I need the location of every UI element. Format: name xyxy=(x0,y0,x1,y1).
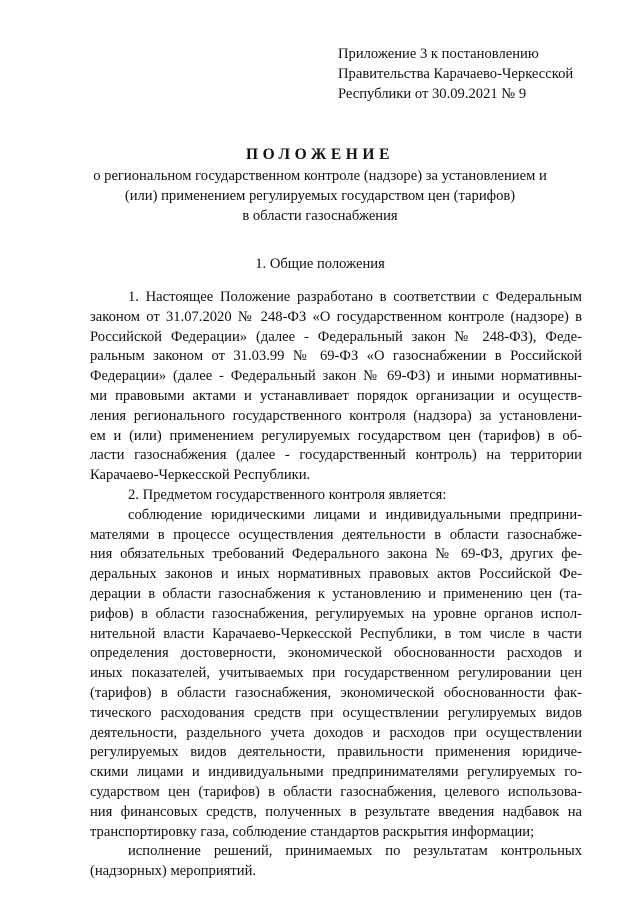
body-line: скими лицами и индивидуальными предпринимателями регулируемых го- xyxy=(90,764,582,781)
body-line: Российской Федерации» (далее - Федеральный закон № 248-ФЗ), Феде- xyxy=(90,328,582,345)
body-line: иных показателей, учитываемых при государственном регулировании цен xyxy=(90,665,582,682)
body-line: 1. Настоящее Положение разработано в соответствии с Федеральным xyxy=(128,289,582,305)
body-line: дерации в области газоснабжения к установлению и применению цен (та- xyxy=(90,585,582,602)
document-subtitle xyxy=(0,166,640,226)
body-line: регулируемых видов деятельности, правильности применения юридиче- xyxy=(90,744,582,761)
body-line: 2. Предметом государственного контроля является: xyxy=(128,486,447,503)
document-body xyxy=(90,288,582,882)
annex-line-1: Приложение 3 к постановлению xyxy=(338,46,539,62)
body-line: сударством цен (тарифов) в области газоснабжения, целевого использова- xyxy=(90,783,582,800)
subtitle-line-1: о региональном государственном контроле (надзоре) за установлением и xyxy=(93,168,547,184)
body-line: (тарифов) в области газоснабжения, экономической обоснованности фак- xyxy=(90,684,582,701)
body-line: ния финансовых средств, полученных в результате введения надбавок на xyxy=(90,803,582,820)
body-line: деральных законов и иных нормативных правовых актов Российской Фе- xyxy=(90,566,582,583)
body-line: Карачаево-Черкесской Республики. xyxy=(90,467,311,484)
body-line: исполнение решений, принимаемых по результатам контрольных xyxy=(128,843,582,860)
document-title: ПОЛОЖЕНИЕ xyxy=(245,146,395,163)
body-line: ния обязательных требований Федерального закона № 69-ФЗ, других фе- xyxy=(90,546,582,563)
annex-reference xyxy=(338,44,628,104)
subtitle-line-3: в области газоснабжения xyxy=(242,208,398,224)
body-line: законом от 31.07.2020 № 248-ФЗ «О государственном контроле (надзоре) в xyxy=(90,308,582,325)
annex-line-2: Правительства Карачаево-Черкесской xyxy=(338,66,574,82)
body-line: определения достоверности, экономической обоснованности расходов и xyxy=(90,645,582,662)
body-line: ласти газоснабжения (далее - государственный контроль) на территории xyxy=(90,447,582,464)
body-line: соблюдение юридическими лицами и индивидуальными предприни- xyxy=(128,506,582,523)
body-line: рифов) в области газоснабжения, регулируемых на уровне органов испол- xyxy=(90,605,582,622)
body-line: (надзорных) мероприятий. xyxy=(90,863,257,880)
body-line: ми правовыми актами и устанавливает порядок организации и осуществ- xyxy=(90,387,582,404)
body-line: ральным законом от 31.03.99 № 69-ФЗ «О газоснабжении в Российской xyxy=(90,348,582,365)
subtitle-line-2: (или) применением регулируемых государством цен (тарифов) xyxy=(124,188,516,204)
body-line: ления регионального государственного контроля (надзора) за установлени- xyxy=(90,407,582,424)
body-line: Федерации» (далее - Федеральный закон № 69-ФЗ) и иными нормативны- xyxy=(90,368,582,385)
body-line: деятельности, раздельного учета доходов и расходов при осуществлении xyxy=(90,724,582,741)
body-line: тического расходования средств при осуществлении регулируемых видов xyxy=(90,704,582,721)
annex-line-3: Республики от 30.09.2021 № 9 xyxy=(338,86,527,102)
body-line: нительной власти Карачаево-Черкесской Республики, в том числе в части xyxy=(90,625,582,642)
body-line: ем и (или) применением регулируемых государством цен (тарифов) в об- xyxy=(90,427,582,444)
body-line: транспортировку газа, соблюдение стандартов раскрытия информации; xyxy=(90,823,535,840)
section-heading: 1. Общие положения xyxy=(255,256,385,272)
body-line: мателями в процессе осуществления деятельности в области газоснабже- xyxy=(90,526,582,543)
